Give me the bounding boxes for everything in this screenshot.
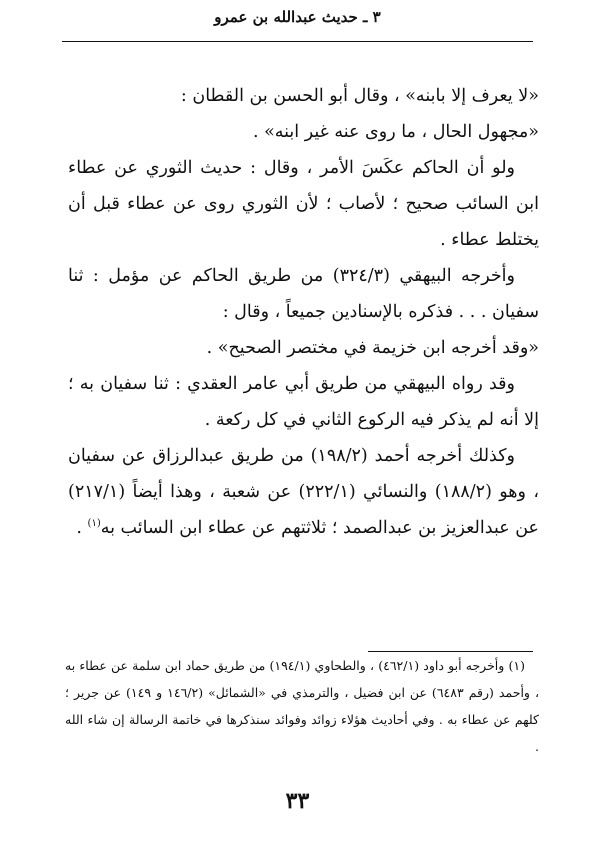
- paragraph: «مجهول الحال ، ما روى عنه غير ابنه» .: [252, 122, 539, 142]
- paragraph-with-footnote: [68, 438, 539, 546]
- paragraph: وقد رواه البيهقي من طريق أبي عامر العقدي : ثنا سفيان به ؛ إلا أنه لم يذكر فيه الركوع الثاني في كل ركعة .: [68, 374, 539, 430]
- footnote: [65, 652, 539, 760]
- paragraph: «لا يعرف إلا بابنه» ، وقال أبو الحسن بن القطان :: [180, 86, 539, 106]
- paragraph: وأخرجه البيهقي (٣٢٤/٣) من طريق الحاكم عن مؤمل : ثنا سفيان . . . فذكره بالإسنادين جميعاً ، وقال :: [68, 266, 539, 322]
- footnote-reference[interactable]: (١): [87, 518, 101, 530]
- paragraph-end: .: [76, 518, 88, 538]
- footnote-text: (١) وأخرجه أبو داود (٤٦٢/١) ، والطحاوي (١٩٤/١) من طريق حماد ابن سلمة عن عطاء به ، وأحمد (رقم ٦٤٨٣) عن ابن فضيل ، والترمذي في «الشمائل» (١٤٦/٢ و ١٤٩) عن جرير ؛ كلهم عن عطاء به . وفي أحاديث هؤلاء زوائد وفوائد سنذكرها في خاتمة الرسالة إن شاء الله .: [65, 658, 540, 754]
- running-header: ٣ ـ حديث عبدالله بن عمرو: [214, 8, 381, 26]
- main-text: [68, 78, 539, 546]
- paragraph-text: وكذلك أخرجه أحمد (١٩٨/٢) من طريق عبدالرزاق عن سفيان ، وهو (١٨٨/٢) والنسائي (٢٢٢/١) عن شعبة ، وهذا أيضاً (٢١٧/١) عن عبدالعزيز بن عبدالصمد ؛ ثلاثتهم عن عطاء ابن السائب به: [68, 446, 539, 538]
- paragraph: ولو أن الحاكم عكَسَ الأمر ، وقال : حديث الثوري عن عطاء ابن السائب صحيح ؛ لأصاب ؛ لأن الثوري روى عن عطاء قبل أن يختلط عطاء .: [68, 158, 539, 250]
- header-rule: [62, 41, 533, 42]
- page-number: ٣٣: [285, 788, 310, 814]
- paragraph: «وقد أخرجه ابن خزيمة في مختصر الصحيح» .: [206, 338, 539, 358]
